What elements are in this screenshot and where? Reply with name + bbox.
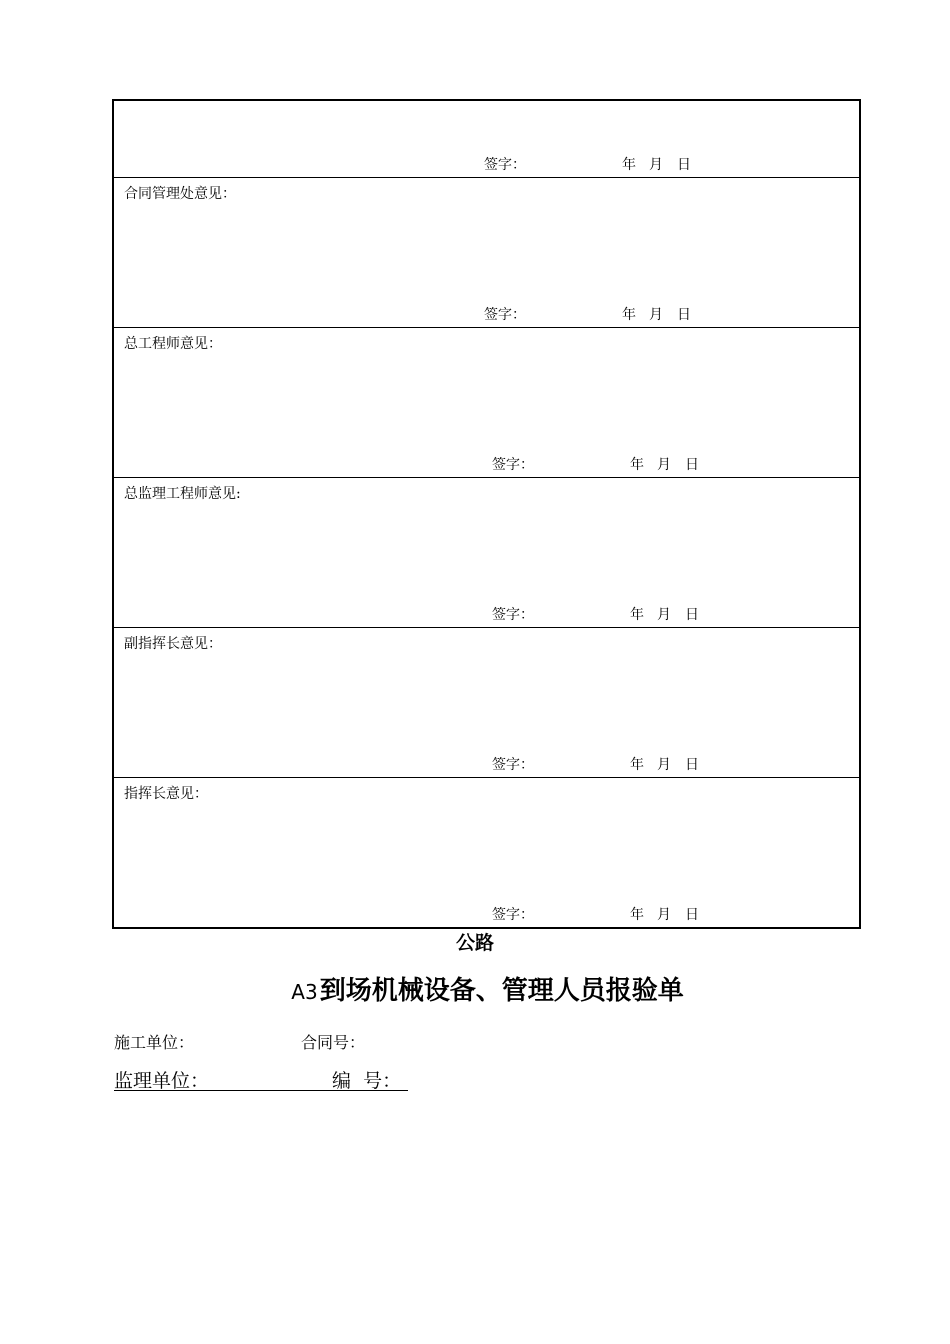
date-year: 年 — [630, 607, 644, 623]
signature-label: 签字： — [484, 157, 526, 173]
section-label: 总工程师意见： — [124, 336, 222, 352]
date-year: 年 — [630, 457, 644, 473]
approval-section-contract-management — [114, 177, 859, 327]
section-label: 指挥长意见： — [124, 786, 208, 802]
date-day: 日 — [685, 607, 699, 623]
form-code: A3 — [291, 980, 318, 1004]
date-year: 年 — [622, 157, 636, 173]
date-month: 月 — [657, 457, 671, 473]
date-fields — [622, 154, 691, 174]
construction-unit-label: 施工单位： — [114, 1033, 195, 1052]
approval-section-chief-engineer — [114, 327, 859, 477]
signature-label: 签字： — [492, 457, 534, 473]
contract-no-label: 合同号： — [301, 1033, 366, 1052]
date-day: 日 — [677, 307, 691, 323]
date-day: 日 — [677, 157, 691, 173]
signature-label: 签字： — [492, 907, 534, 923]
supervision-unit-row — [114, 1066, 408, 1091]
date-fields — [630, 754, 699, 774]
form-title — [0, 970, 950, 1007]
form-title-text: 到场机械设备、管理人员报验单 — [319, 976, 684, 1006]
section-label: 副指挥长意见： — [124, 636, 222, 652]
approval-form-table — [112, 99, 861, 929]
date-month: 月 — [657, 757, 671, 773]
serial-no-label: 编 号： — [332, 1070, 402, 1092]
date-year: 年 — [622, 307, 636, 323]
date-month: 月 — [649, 307, 663, 323]
date-fields — [630, 904, 699, 924]
date-month: 月 — [657, 607, 671, 623]
date-month: 月 — [657, 907, 671, 923]
approval-section-commander — [114, 777, 859, 927]
supervision-unit-label: 监理单位： — [114, 1070, 210, 1092]
section-label: 合同管理处意见： — [124, 186, 236, 202]
signature-label: 签字： — [492, 607, 534, 623]
date-fields — [630, 454, 699, 474]
date-day: 日 — [685, 907, 699, 923]
section-label: 总监理工程师意见: — [124, 486, 241, 502]
date-year: 年 — [630, 907, 644, 923]
approval-section-top — [114, 101, 859, 177]
approval-section-chief-supervisor — [114, 477, 859, 627]
approval-section-deputy-commander — [114, 627, 859, 777]
date-fields — [630, 604, 699, 624]
date-year: 年 — [630, 757, 644, 773]
date-fields — [622, 304, 691, 324]
date-day: 日 — [685, 757, 699, 773]
road-label: 公路 — [455, 932, 494, 954]
signature-label: 签字： — [492, 757, 534, 773]
date-month: 月 — [649, 157, 663, 173]
date-day: 日 — [685, 457, 699, 473]
signature-label: 签字： — [484, 307, 526, 323]
